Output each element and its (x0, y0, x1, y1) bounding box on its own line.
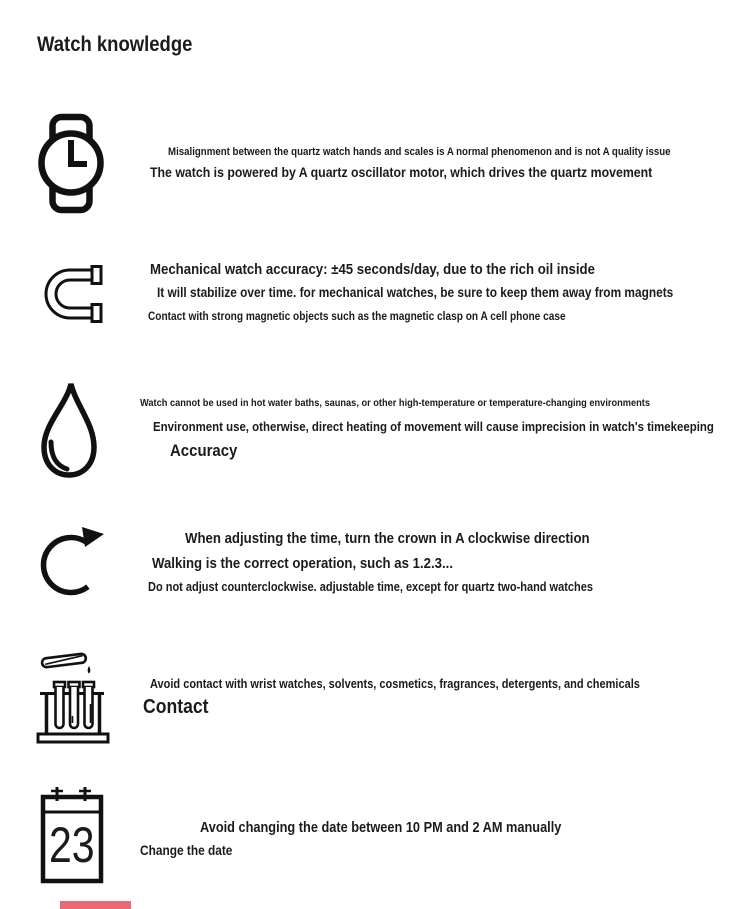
quartz-main-text: The watch is powered by A quartz oscillator motor, which drives the quartz movement (150, 164, 653, 180)
test-tubes-icon (36, 649, 110, 747)
magnet-icon (34, 261, 104, 327)
magnet-note-text: Contact with strong magnetic objects such as the magnetic clasp on A cell phone case (148, 311, 566, 323)
wristwatch-icon (38, 113, 104, 214)
crown-main-text: When adjusting the time, turn the crown in A clockwise direction (185, 530, 590, 547)
water-drop-icon (36, 379, 102, 480)
temperature-note-text: Watch cannot be used in hot water baths, saunas, or other high-temperature or temperature-changing environments (140, 397, 650, 409)
contact-heading: Contact (143, 696, 209, 718)
accuracy-heading: Accuracy (170, 441, 238, 460)
crown-note-text: Do not adjust counterclockwise. adjustable time, except for quartz two-hand watches (148, 580, 593, 594)
crown-sub-text: Walking is the correct operation, such as 1.2.3... (152, 555, 454, 572)
magnet-main-text: Mechanical watch accuracy: ±45 seconds/day, due to the rich oil inside (150, 261, 595, 278)
temperature-sub-text: Environment use, otherwise, direct heating of movement will cause imprecision in watch's timekeeping (153, 419, 714, 434)
chemicals-note-text: Avoid contact with wrist watches, solvents, cosmetics, fragrances, detergents, and chemicals (150, 677, 640, 691)
magnet-sub-text: It will stabilize over time. for mechanical watches, be sure to keep them away from magnets (157, 285, 674, 300)
quartz-note-text: Misalignment between the quartz watch hands and scales is A normal phenomenon and is not A quality issue (168, 146, 671, 158)
date-main-text: Avoid changing the date between 10 PM and 2 AM manually (200, 820, 562, 836)
rotate-clockwise-icon (37, 521, 107, 603)
accent-bar (60, 901, 131, 909)
date-sub-text: Change the date (140, 843, 233, 858)
page-title: Watch knowledge (37, 33, 193, 56)
calendar-day: 23 (49, 817, 95, 873)
